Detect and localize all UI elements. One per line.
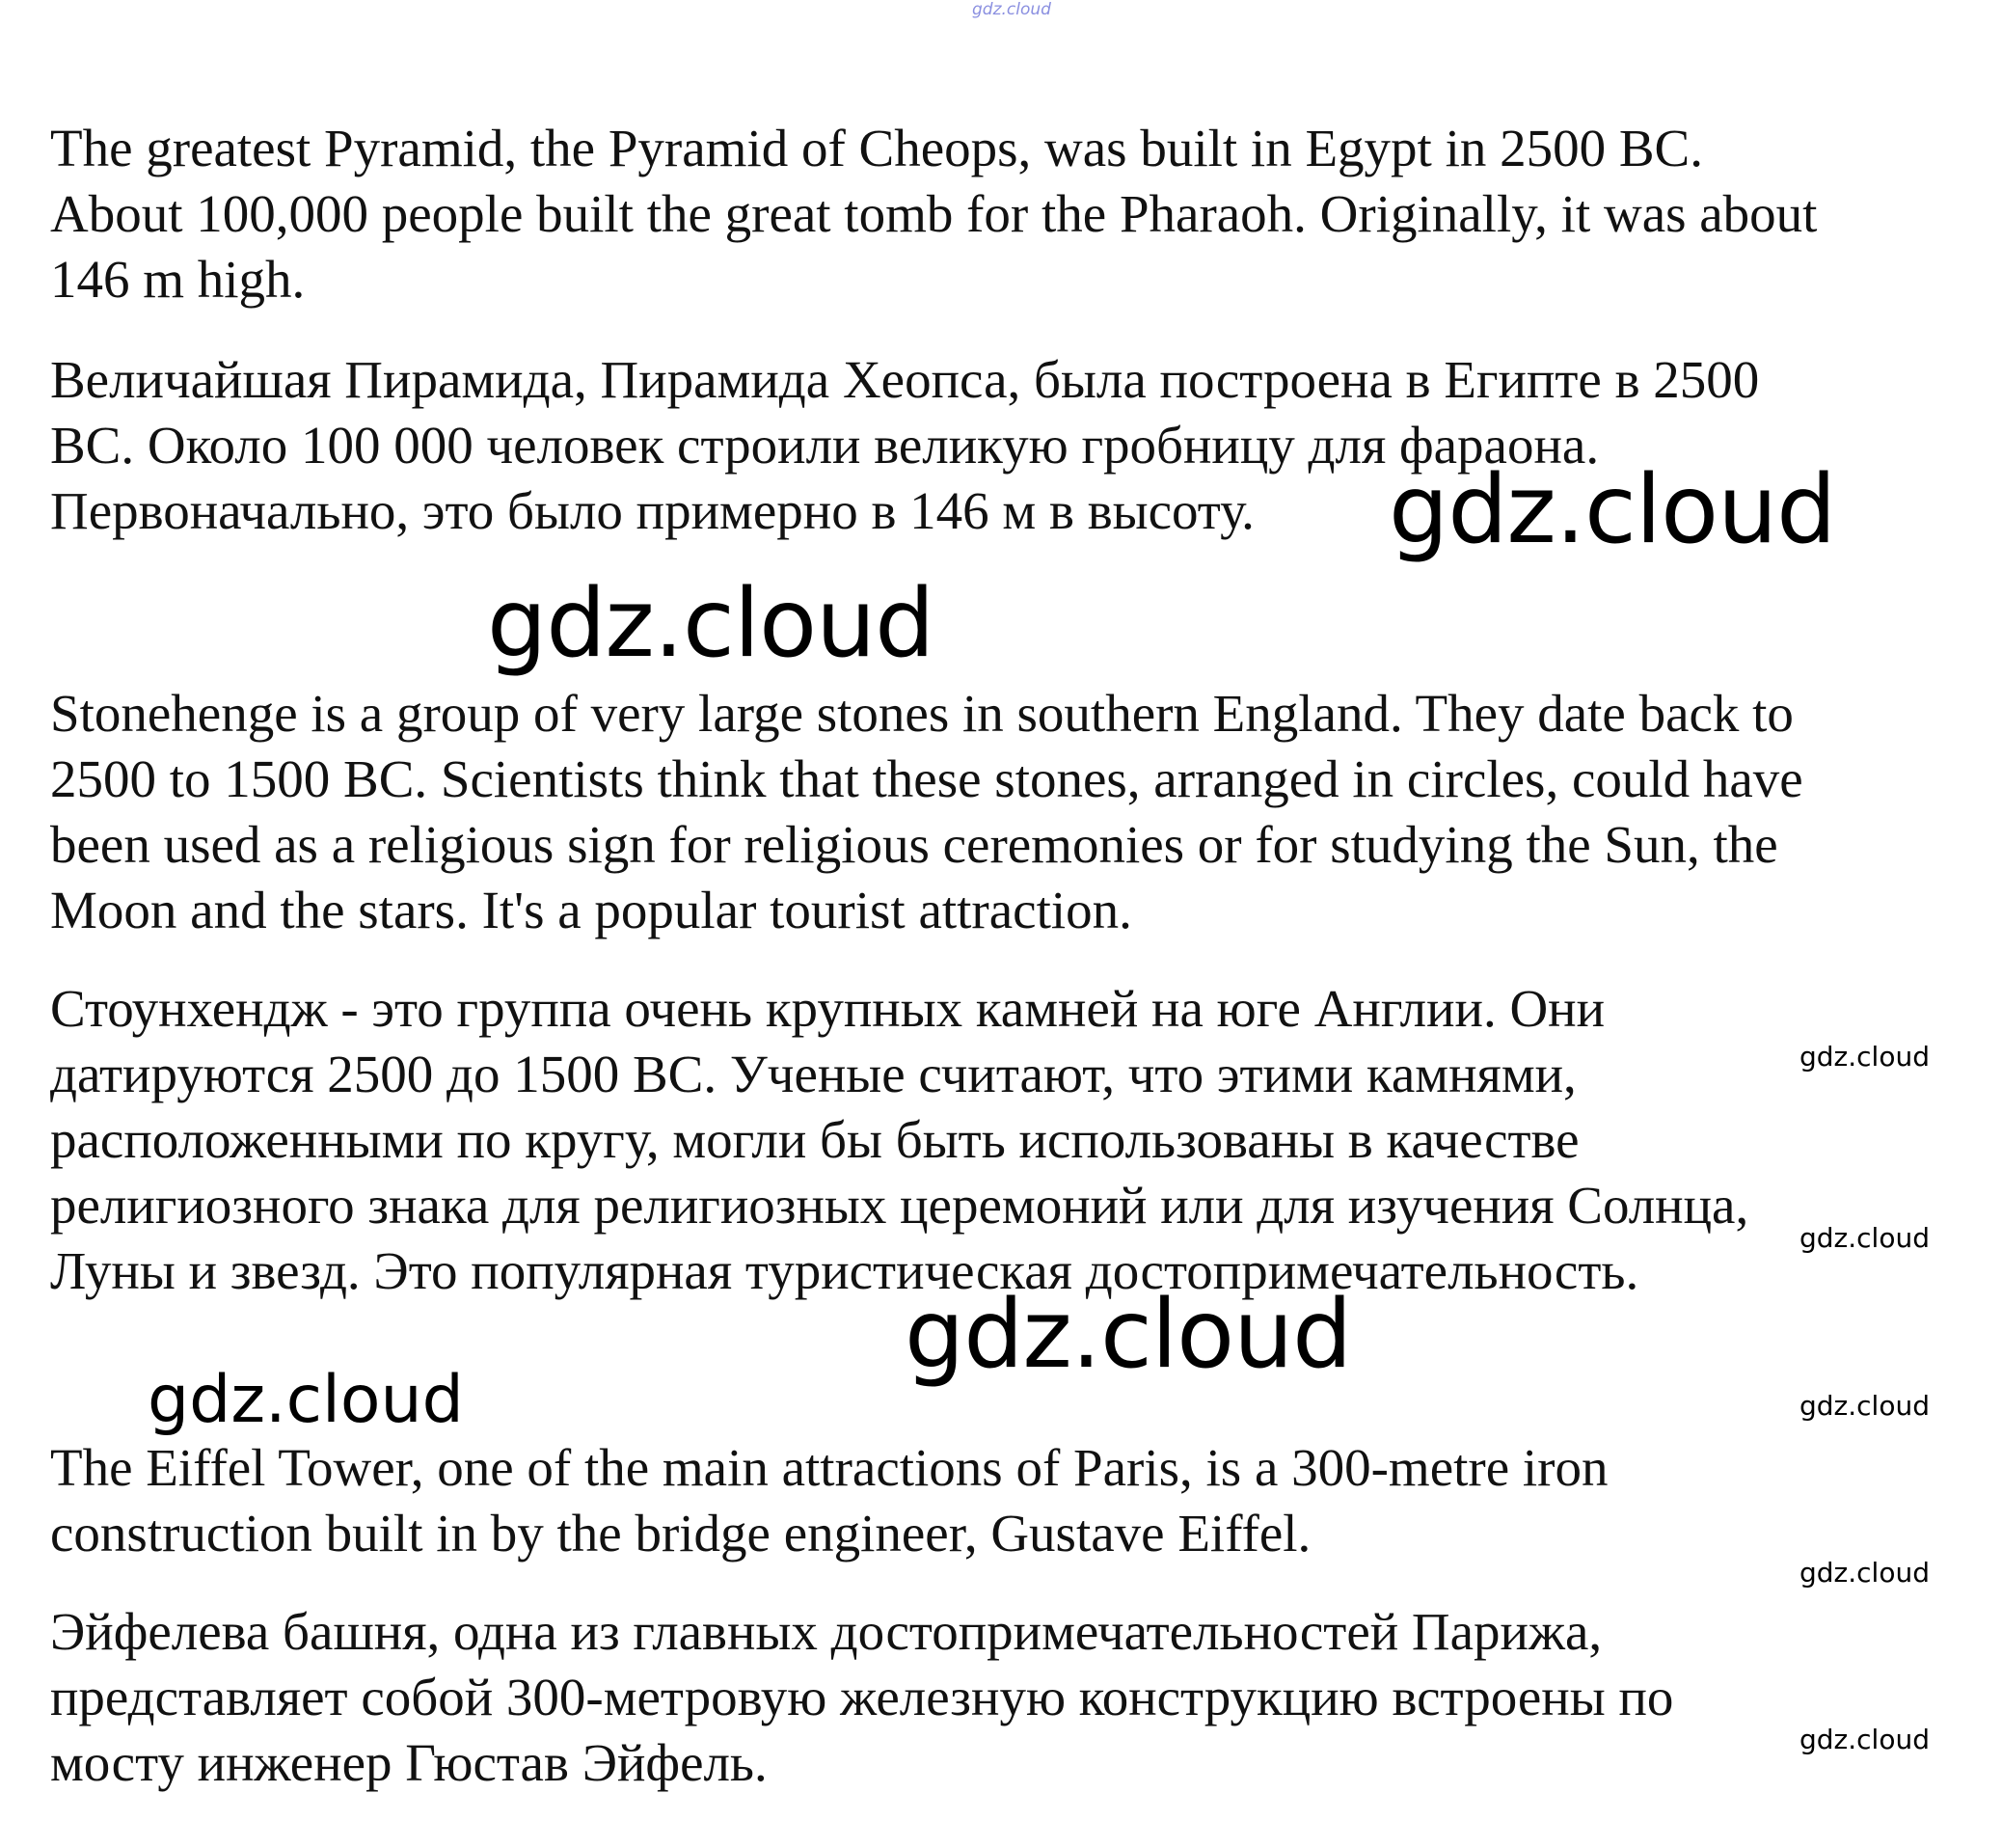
text-line: религиозного знака для религиозных церемоний или для изучения Солнца, xyxy=(50,1176,1749,1235)
text-line: 146 m high. xyxy=(50,250,306,309)
watermark-top: gdz.cloud xyxy=(972,0,1051,19)
text-line: The greatest Pyramid, the Pyramid of Cheops, was built in Egypt in 2500 BC. xyxy=(50,119,1703,177)
watermark-small: gdz.cloud xyxy=(1799,1557,1930,1589)
paragraph-stonehenge-en xyxy=(50,681,1803,943)
text-line: Стоунхендж - это группа очень крупных камней на юге Англии. Они xyxy=(50,979,1606,1038)
paragraph-stonehenge-ru xyxy=(50,976,1748,1304)
text-line: been used as a religious sign for religious ceremonies or for studying the Sun, the xyxy=(50,815,1778,874)
text-line: BC. Около 100 000 человек строили великую гробницу для фараона. xyxy=(50,416,1600,475)
watermark-small: gdz.cloud xyxy=(1799,1041,1930,1073)
watermark-small: gdz.cloud xyxy=(1799,1724,1930,1755)
text-line: представляет собой 300-метровую железную конструкцию встроены по xyxy=(50,1668,1674,1726)
watermark-large: gdz.cloud xyxy=(1389,455,1836,565)
text-line: The Eiffel Tower, one of the main attractions of Paris, is a 300-metre iron xyxy=(50,1438,1609,1497)
watermark-medium: gdz.cloud xyxy=(148,1362,464,1438)
watermark-small: gdz.cloud xyxy=(1799,1390,1930,1422)
text-line: About 100,000 people built the great tomb for the Pharaoh. Originally, it was about xyxy=(50,184,1818,243)
text-line: Величайшая Пирамида, Пирамида Хеопса, была построена в Египте в 2500 xyxy=(50,350,1760,409)
watermark-small: gdz.cloud xyxy=(1799,1222,1930,1254)
text-line: Stonehenge is a group of very large stones in southern England. They date back to xyxy=(50,684,1794,743)
watermark-large: gdz.cloud xyxy=(487,569,934,679)
text-line: 2500 to 1500 BC. Scientists think that these stones, arranged in circles, could have xyxy=(50,749,1803,808)
text-line: расположенными по кругу, могли бы быть использованы в качестве xyxy=(50,1110,1580,1169)
text-line: датируются 2500 до 1500 BC. Ученые считают, что этими камнями, xyxy=(50,1045,1577,1103)
watermark-large: gdz.cloud xyxy=(905,1280,1352,1390)
text-line: Эйфелева башня, одна из главных достопримечательностей Парижа, xyxy=(50,1602,1603,1661)
text-line: мосту инженер Гюстав Эйфель. xyxy=(50,1733,768,1792)
text-line: Первоначально, это было примерно в 146 м в высоту. xyxy=(50,481,1255,540)
paragraph-eiffel-ru xyxy=(50,1599,1673,1796)
text-line: construction built in by the bridge engineer, Gustave Eiffel. xyxy=(50,1504,1312,1563)
text-line: Moon and the stars. It's a popular tourist attraction. xyxy=(50,881,1132,939)
text-line: Луны и звезд. Это популярная туристическая достопримечательность. xyxy=(50,1241,1639,1300)
paragraph-pyramid-en xyxy=(50,116,1817,313)
paragraph-eiffel-en xyxy=(50,1435,1608,1566)
